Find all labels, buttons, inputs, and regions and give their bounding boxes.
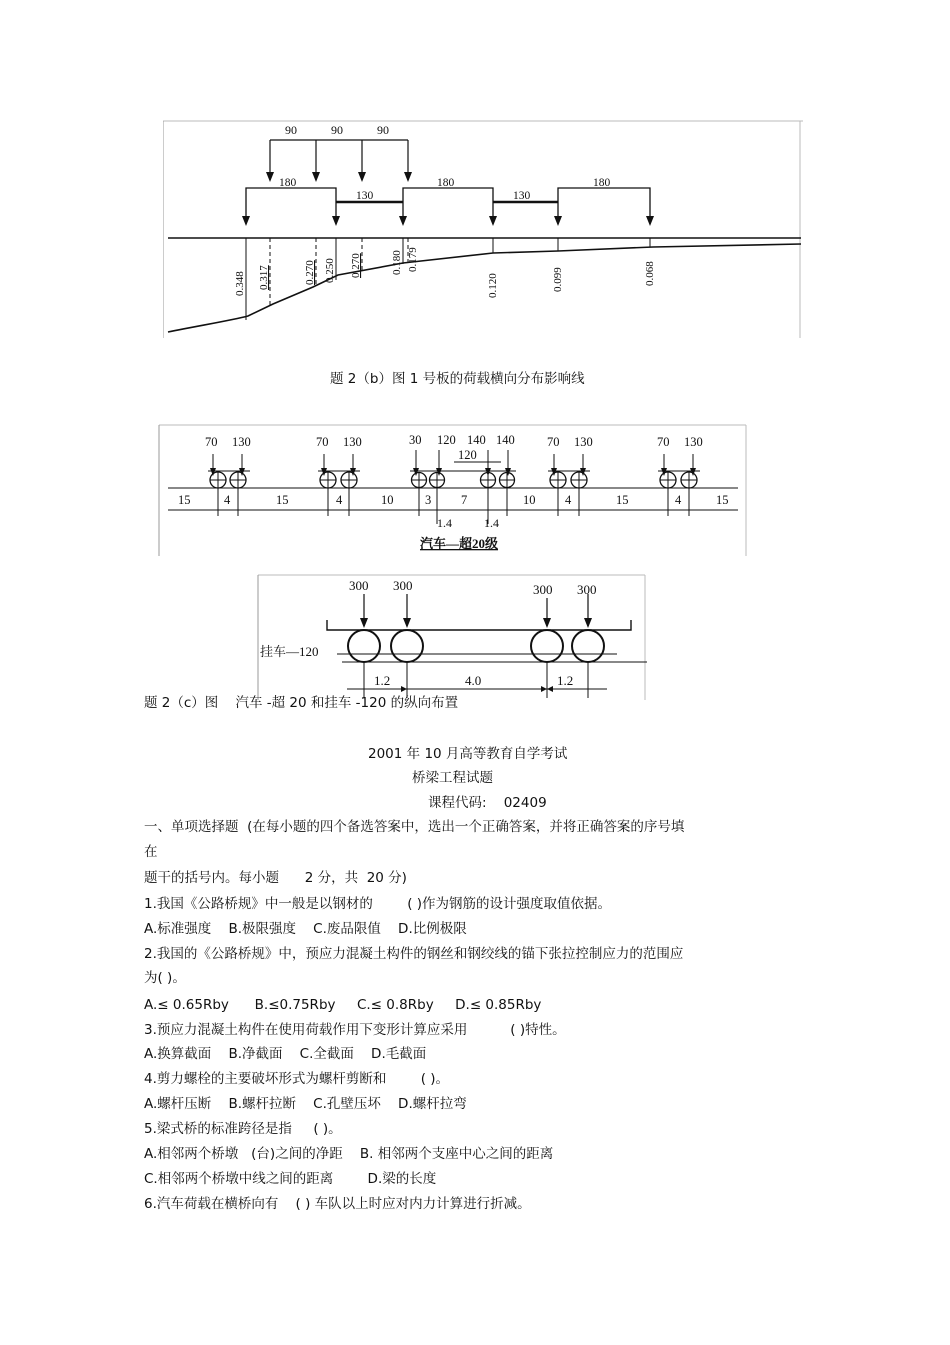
spacing-label: 3 <box>425 493 432 507</box>
question-line: 在 <box>144 844 158 860</box>
figure-c1-label: 汽车—超20级 <box>420 536 499 551</box>
question-line: 2.我国的《公路桥规》中，预应力混凝土构件的钢丝和钢绞线的锚下张拉控制应力的范围应 <box>144 946 684 962</box>
axle-load-label: 70 <box>316 435 329 449</box>
axle-load-label: 130 <box>684 435 703 449</box>
span-label: 130 <box>513 190 531 202</box>
exam-code: 课程代码: 02409 <box>428 795 547 811</box>
axle-load-label: 130 <box>343 435 362 449</box>
ordinate-label: 0.068 <box>644 261 656 286</box>
spacing-label: 10 <box>381 493 394 507</box>
figure-c2-trailer-layout <box>257 574 647 702</box>
figure-c-caption: 题 2（c）图 汽车 -超 20 和挂车 -120 的纵向布置 <box>144 695 459 711</box>
figure-c1-truck-layout <box>158 424 748 558</box>
question-line: 6.汽车荷载在横桥向有 ( ) 车队以上时应对内力计算进行折减。 <box>144 1196 531 1212</box>
question-line: 为( )。 <box>144 970 186 986</box>
axle-load-label: 120 <box>437 433 456 447</box>
spacing-label: 4 <box>224 493 231 507</box>
spacing-label: 15 <box>616 493 629 507</box>
trailer-dim-label: 4.0 <box>465 673 482 688</box>
ordinate-label: 0.270 <box>350 253 362 278</box>
axle-load-label: 140 <box>467 433 486 447</box>
ordinate-label: 0.317 <box>258 265 270 290</box>
axle-load-label: 140 <box>496 433 515 447</box>
question-line: A.相邻两个桥墩 (台)之间的净距 B. 相邻两个支座中心之间的距离 <box>144 1146 554 1162</box>
span-label: 180 <box>279 177 297 189</box>
question-line: A.标准强度 B.极限强度 C.废品限值 D.比例极限 <box>144 921 467 937</box>
spacing-label: 4 <box>565 493 572 507</box>
axle-group-1 <box>205 435 251 488</box>
question-line: 题干的括号内。每小题 2 分，共 20 分) <box>144 870 407 886</box>
trailer-dim-label: 1.2 <box>557 673 574 688</box>
figure-b-caption: 题 2（b）图 1 号板的荷载横向分布影响线 <box>330 371 585 387</box>
sub-dimension-label: 1.4 <box>484 516 499 530</box>
span-label: 180 <box>437 177 455 189</box>
trailer-load-label: 300 <box>577 582 597 597</box>
spacing-label: 15 <box>276 493 289 507</box>
question-line: 一、单项选择题 (在每小题的四个备选答案中，选出一个正确答案，并将正确答案的序号填 <box>144 819 685 835</box>
question-line: A.≤ 0.65Rby B.≤0.75Rby C.≤ 0.8Rby D.≤ 0.85Rby <box>144 997 542 1013</box>
question-line: C.相邻两个桥墩中线之间的距离 D.梁的长度 <box>144 1171 437 1187</box>
trailer-load-label: 300 <box>349 578 369 593</box>
ordinate-label: 0.099 <box>552 267 564 292</box>
figure-b-svg <box>163 120 803 340</box>
spacing-label: 4 <box>675 493 682 507</box>
spacing-label: 7 <box>461 493 468 507</box>
axle-load-label: 70 <box>547 435 560 449</box>
question-line: A.换算截面 B.净截面 C.全截面 D.毛截面 <box>144 1046 427 1062</box>
axle-group-3 <box>409 433 516 488</box>
axle-group-4 <box>547 435 593 488</box>
trailer-dim-label: 1.2 <box>374 673 391 688</box>
question-line: 4.剪力螺栓的主要破坏形式为螺杆剪断和 ( )。 <box>144 1071 450 1087</box>
sub-dimension-label: 1.4 <box>437 516 452 530</box>
top-load-label: 90 <box>377 123 389 137</box>
trailer-load-label: 300 <box>533 582 553 597</box>
question-line: 3.预应力混凝土构件在使用荷载作用下变形计算应采用 ( )特性。 <box>144 1022 566 1038</box>
spacing-label: 4 <box>336 493 343 507</box>
figure-b-influence-line <box>163 120 803 340</box>
spacing-label: 15 <box>178 493 191 507</box>
axle-load-label: 130 <box>574 435 593 449</box>
spacing-label: 15 <box>716 493 729 507</box>
axle-group-5 <box>657 435 703 488</box>
axle-load-label: 70 <box>657 435 670 449</box>
ordinate-label: 0.348 <box>234 271 246 296</box>
top-load-label: 90 <box>285 123 297 137</box>
exam-subject: 桥梁工程试题 <box>412 770 493 786</box>
question-line: 1.我国《公路桥规》中一般是以钢材的 ( )作为钢筋的设计强度取值依据。 <box>144 896 612 912</box>
exam-title: 2001 年 10 月高等教育自学考试 <box>368 746 568 762</box>
question-line: A.螺杆压断 B.螺杆拉断 C.孔壁压坏 D.螺杆拉弯 <box>144 1096 467 1112</box>
axle-sub-label: 120 <box>458 448 477 462</box>
span-label: 180 <box>593 177 611 189</box>
axle-load-label: 130 <box>232 435 251 449</box>
trailer-label: 挂车—120 <box>260 644 319 659</box>
figure-c1-svg <box>158 424 748 558</box>
ordinate-label: 0.179 <box>407 247 419 272</box>
top-load-label: 90 <box>331 123 343 137</box>
axle-load-label: 70 <box>205 435 218 449</box>
spacing-label: 10 <box>523 493 536 507</box>
axle-group-2 <box>316 435 362 488</box>
ordinate-label: 0.180 <box>391 250 403 275</box>
question-line: 5.梁式桥的标准跨径是指 ( )。 <box>144 1121 342 1137</box>
ordinate-label: 0.120 <box>487 273 499 298</box>
axle-load-label: 30 <box>409 433 422 447</box>
ordinate-label: 0.270 <box>304 260 316 285</box>
trailer-load-label: 300 <box>393 578 413 593</box>
figure-c2-svg <box>257 574 647 702</box>
span-label: 130 <box>356 190 374 202</box>
ordinate-label: 0.250 <box>324 258 336 283</box>
